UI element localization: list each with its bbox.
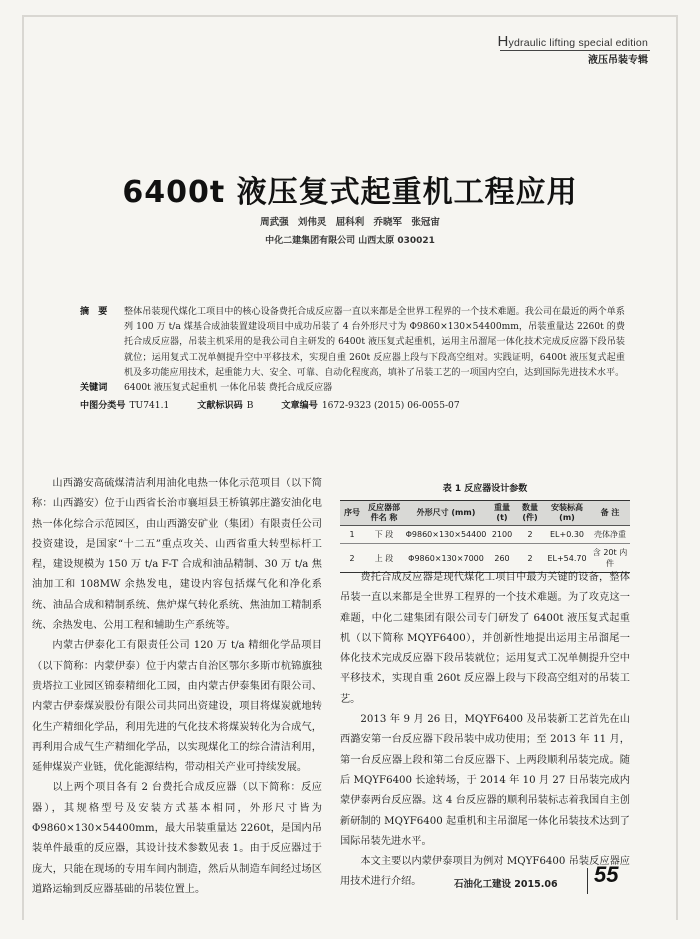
journal-footer: 石油化工建设 2015.06 [454,879,558,890]
author-list: 周武强 刘伟灵 屈科利 乔晓军 张冠宙 [260,217,440,228]
table-cell: 含 20t 内件 [590,544,630,573]
abstract-block [80,305,625,414]
left-column [32,474,322,900]
document-code: 文献标识码 B [197,401,254,412]
right-column [340,568,630,893]
abstract-label: 摘 要 [80,307,108,317]
abstract-text: 整体吊装现代煤化工项目中的核心设备费托合成反应器一直以来都是全世界工程界的一个技术难题。我公司在最近的两个单系列 100 万 t/a 煤基合成油装置建设项目中成功吊装了 4 台外形尺寸为 Φ9860×130×54400mm，吊装重量达 2260t 的费托合成反应器，吊装主机采用的是我公司自主研发的 6400t 液压复式起重机，运用主吊溜尾一体化技术完成反应器下段吊装就位；运用复式工况单侧提升空中平移技术，实现自重 260t 反应器上段与下段高空组对。实践证明，6400t 液压复式起重机及多功能应用技术，起重能力大、安全、可靠、自动化程度高，填补了吊装工艺的一项国内空白，达到国际先进技术水平。 [124,307,625,378]
reactor-parameters-table [340,500,630,573]
table-cell: EL+54.70 [544,544,590,573]
classification-row [80,399,625,414]
body-paragraph: 费托合成反应器是现代煤化工项目中最为关键的设备，整体吊装一直以来都是全世界工程界的一个技术难题。为了攻克这一难题，中化二建集团有限公司专门研发了 6400t 液压复式起重机（以下简称 MQYF6400），并创新性地提出运用主吊溜尾一体化技术完成反应器下段吊装就位；运用复式工况单侧提升空中平移技术，实现自重 260t 反应器上段与下段高空组对的吊装工艺。 [340,572,630,705]
affiliation: 中化二建集团有限公司 山西太原 030021 [265,236,435,246]
page-border-left [22,15,24,920]
header-english: Hydraulic lifting special edition [497,33,648,50]
table-cell: Φ9860×130×54400 [404,526,488,544]
table-row [340,526,630,544]
header-chinese: 液压吊装专辑 [588,55,648,66]
abstract-row [80,305,625,381]
keywords-label: 关键词 [80,383,108,394]
body-paragraph: 2013 年 9 月 26 日，MQYF6400 及吊装新工艺首先在山西潞安第一台反应器下段吊装中成功使用；至 2013 年 11 月，第一台反应器上段和第二台反应器下、上两段顺利吊装完成。随后 MQYF6400 长途转场，于 2014 年 10 月 27 日吊装完成内蒙伊泰两台反应器。这 4 台反应器的顺利吊装标志着我国自主创新研制的 MQYF6400 起重机和主吊溜尾一体化吊装技术达到了国际吊装先进水平。 [340,714,630,847]
page-border-top [22,15,678,17]
footer-divider [587,868,588,894]
article-number: 文章编号 1672-9323 (2015) 06-0055-07 [281,401,460,412]
table-header-cell: 数量 (件) [516,501,544,526]
body-paragraph: 以上两个项目各有 2 台费托合成反应器（以下简称：反应器），其规格型号及安装方式基本相同，外形尺寸皆为 Φ9860×130×54400mm，最大吊装重量达 2260t，是国内吊装单件最重的反应器，其设计技术参数见表 1。由于反应器过于庞大，只能在现场的专用车间内制造，然后从制造车间经过场区道路运输到反应器基础的吊装位置上。 [32,782,322,895]
table-header-cell: 重量 (t) [488,501,516,526]
clc-number: 中图分类号 TU741.1 [80,401,170,412]
table-cell: 260 [488,544,516,573]
table-cell: 上 段 [364,544,404,573]
keywords-row [80,381,625,396]
page-border-right [676,15,678,920]
table-cell: Φ9860×130×7000 [404,544,488,573]
table-header-cell: 反应器部件名 称 [364,501,404,526]
table-header-row [340,501,630,526]
body-paragraph: 山西潞安高硫煤清洁利用油化电热一体化示范项目（以下简称：山西潞安）位于山西省长治市襄垣县王桥镇郭庄潞安油化电热一体化综合示范园区，由山西潞安矿业（集团）有限责任公司投资建设，是国家“十二五”重点攻关、山西省重大转型标杆工程，建设规模为 150 万 t/a F-T 合成和油品精制、30 万 t/a 焦油加工和 108MW 余热发电，建设内容包括煤气化和净化系统、油品合成和精制系统、焦炉煤气转化系统、焦油加工精制系统、余热发电、公用工程和辅助生产系统等。 [32,478,322,632]
table-header-cell: 序号 [340,501,364,526]
table-header-cell: 外形尺寸 (mm) [404,501,488,526]
table-cell: 下 段 [364,526,404,544]
table-cell: 2 [516,544,544,573]
table-cell: 2100 [488,526,516,544]
table-header-cell: 安装标高 (m) [544,501,590,526]
table-cell: EL+0.30 [544,526,590,544]
body-paragraph: 内蒙古伊泰化工有限责任公司 120 万 t/a 精细化学品项目（以下简称：内蒙伊泰）位于内蒙古自治区鄂尔多斯市杭锦旗独贵塔拉工业园区锦泰精细化工园，由内蒙古伊泰集团有限公司、内蒙古伊泰煤炭股份有限公司共同出资建设，项目将煤炭就地转化生产精细化学品，利用先进的气化技术将煤炭转化为合成气，再利用合成气生产精细化学品，以实现煤化工的综合清洁利用，延伸煤炭产业链，优化能源结构，带动相关产业可持续发展。 [32,640,322,774]
header-rule [500,50,650,51]
table-cell: 1 [340,526,364,544]
table-cell: 壳体净重 [590,526,630,544]
table-header-cell: 备 注 [590,501,630,526]
table-caption: 表 1 反应器设计参数 [442,484,528,494]
article-title: 6400t 液压复式起重机工程应用 [122,175,578,210]
body-paragraph: 本文主要以内蒙伊泰项目为例对 MQYF6400 吊装反应器应用技术进行介绍。 [340,856,630,888]
table-cell: 2 [340,544,364,573]
keywords-text: 6400t 液压复式起重机 一体化吊装 费托合成反应器 [124,383,333,394]
table-cell: 2 [516,526,544,544]
page-number: 55 [594,862,619,887]
